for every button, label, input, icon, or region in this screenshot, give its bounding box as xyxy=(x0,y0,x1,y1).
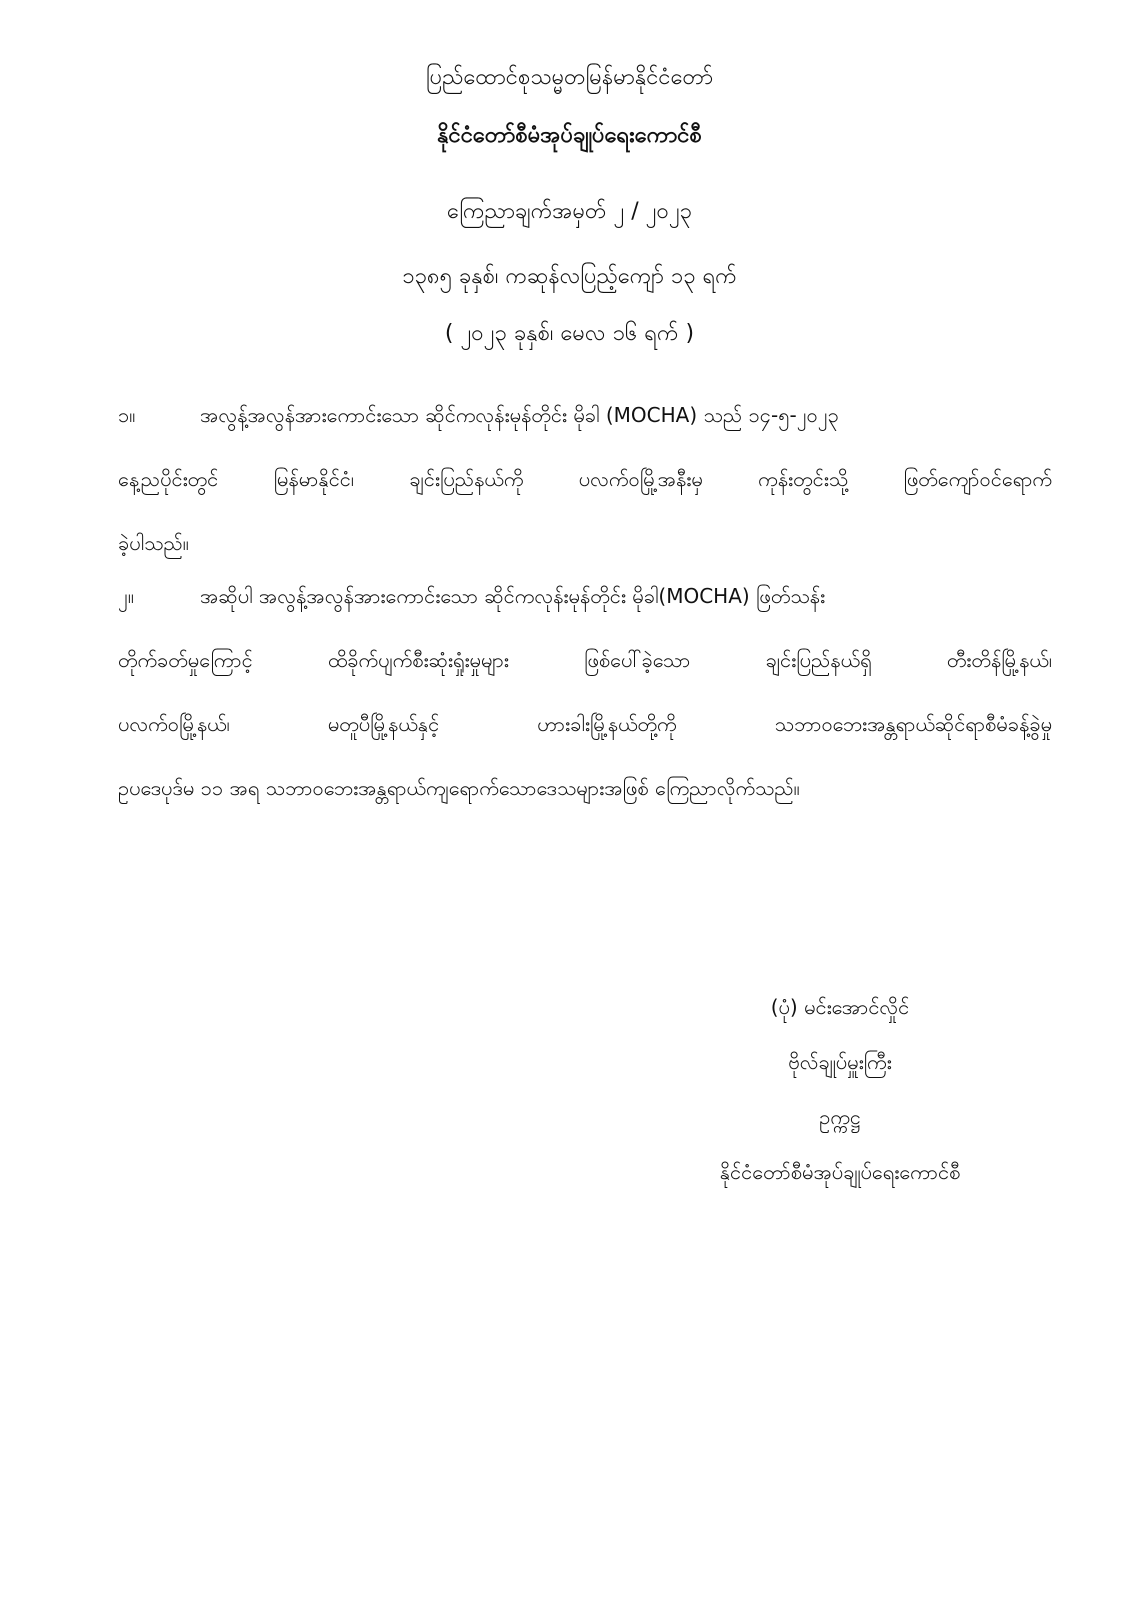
signature-org: နိုင်ငံတော်စီမံအုပ်ချုပ်ရေးကောင်စီ xyxy=(719,1160,961,1184)
paragraph-line: ပလက်ဝမြို့နယ်၊ မတူပီမြို့နယ်နှင့် ဟားခါးမြို့နယ်တို့ကို သဘာဝဘေးအန္တရာယ်ဆိုင်ရာစီမံခန့်ခွဲမှု xyxy=(118,712,1052,736)
paragraph-line: တိုက်ခတ်မှုကြောင့် ထိခိုက်ပျက်စီးဆုံးရှုံးမှုများ ဖြစ်ပေါ်ခဲ့သော ချင်းပြည်နယ်ရှိ တီးတိန်မြို့နယ်၊ xyxy=(118,648,1052,672)
paragraph-number: ၁။ xyxy=(118,403,136,427)
paragraph-text: အလွန့်အလွန်အားကောင်းသော ဆိုင်ကလုန်းမုန်တိုင်း မိုခါ (MOCHA) သည် ၁၄-၅-၂၀၂၃ xyxy=(200,403,839,427)
myanmar-date: ၁၃၈၅ ခုနှစ်၊ ကဆုန်လပြည့်ကျော် ၁၃ ရက် xyxy=(402,264,737,289)
paragraph-line: နေ့ညပိုင်းတွင် မြန်မာနိုင်ငံ၊ ချင်းပြည်နယ်ကို ပလက်ဝမြို့အနီးမှ ကုန်းတွင်းသို့ ဖြတ်ကျော်ဝင်ရောက် xyxy=(118,467,1052,491)
gregorian-date: ( ၂၀၂၃ ခုနှစ်၊ မေလ ၁၆ ရက် ) xyxy=(444,321,695,346)
signature-block xyxy=(640,990,1040,1210)
header-country: ပြည်ထောင်စုသမ္မတမြန်မာနိုင်ငံတော် xyxy=(425,65,714,90)
paragraph-1 xyxy=(118,398,1052,590)
paragraph-line xyxy=(118,579,1052,643)
paragraph-line xyxy=(118,398,1052,462)
notice-number: ကြေညာချက်အမှတ် ၂ / ၂၀၂၃ xyxy=(446,199,693,224)
signature-rank: ဗိုလ်ချုပ်မှူးကြီး xyxy=(788,1050,892,1074)
signature-title: ဥက္ကဋ္ဌ xyxy=(819,1105,861,1129)
header-council: နိုင်ငံတော်စီမံအုပ်ချုပ်ရေးကောင်စီ xyxy=(437,123,702,148)
paragraph-line: ခဲ့ပါသည်။ xyxy=(118,531,189,555)
signature-name: (ပုံ) မင်းအောင်လှိုင် xyxy=(770,995,910,1019)
paragraph-text: အဆိုပါ အလွန့်အလွန်အားကောင်းသော ဆိုင်ကလုန်းမုန်တိုင်း မိုခါ(MOCHA) ဖြတ်သန်း xyxy=(200,584,826,608)
paragraph-2 xyxy=(118,579,1052,835)
paragraph-number: ၂။ xyxy=(118,584,134,608)
paragraph-line: ဥပဒေပုဒ်မ ၁၁ အရ သဘာဝဘေးအန္တရာယ်ကျရောက်သောဒေသများအဖြစ် ကြေညာလိုက်သည်။ xyxy=(118,776,800,800)
